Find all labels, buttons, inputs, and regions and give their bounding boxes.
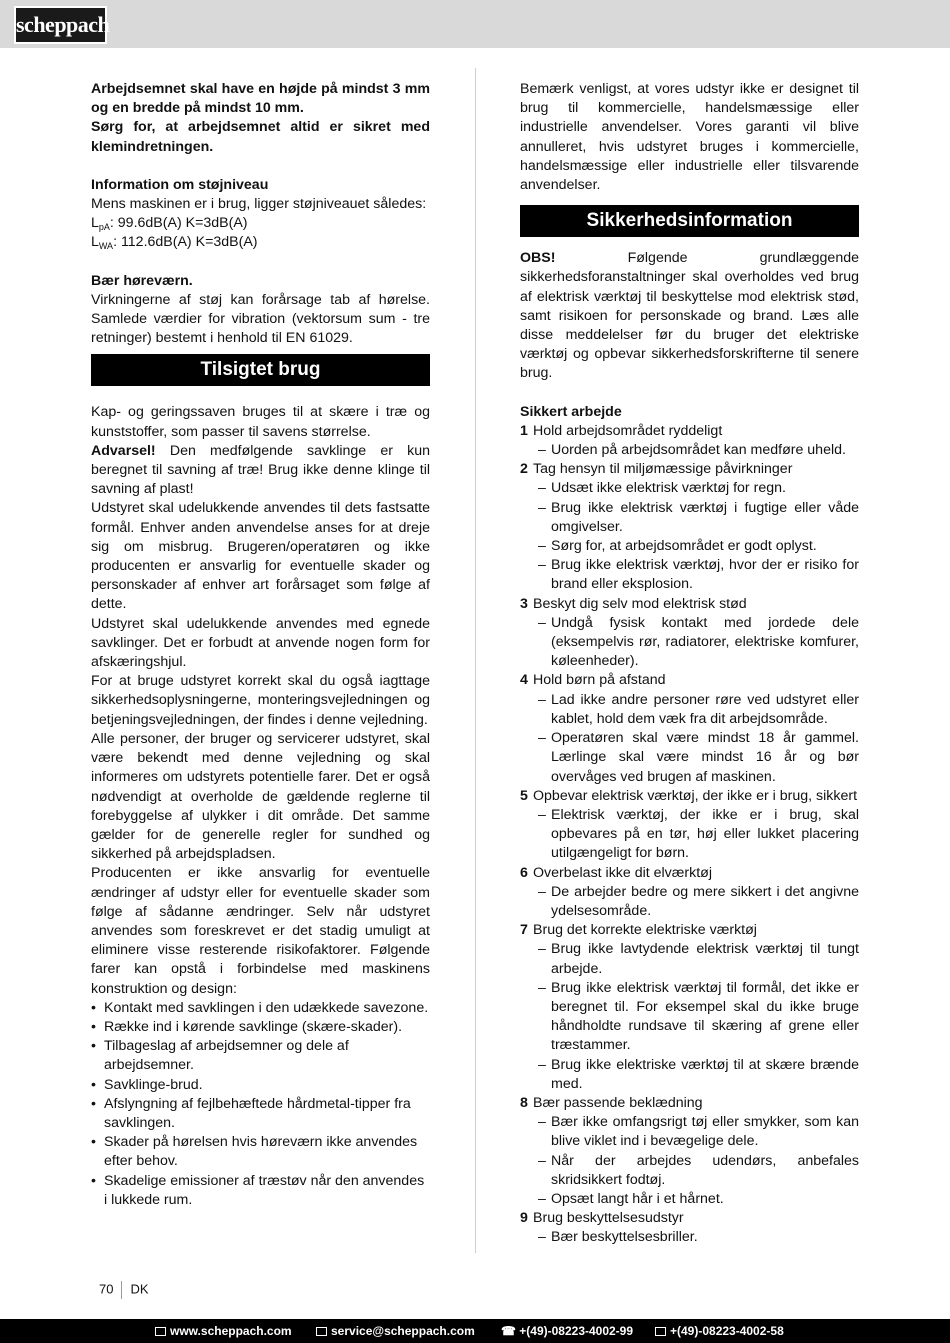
clamp-note: Sørg for, at arbejdsemnet altid er sikret med klemindretningen. xyxy=(91,119,430,155)
page-number: 70 xyxy=(99,1281,114,1297)
safety-subitem: – Bær ikke omfangsrigt tøj eller smykker, som kan blive viklet ind i bevægelige dele. xyxy=(538,1114,859,1150)
safety-subitem: – Brug ikke elektriske værktøj til at skære brænde med. xyxy=(538,1056,859,1092)
safe-work-title: Sikkert arbejde xyxy=(520,403,622,420)
safety-subitem: – Sørg for, at arbejdsområdet er godt oplyst. xyxy=(538,538,817,555)
safety-item: 9 Brug beskyttelsesudstyr xyxy=(520,1210,684,1227)
hazard-item: • Savklinge-brud. xyxy=(91,1076,203,1093)
obs-paragraph: OBS! Følgende grundlæggende sikkerhedsforanstaltninger skal overholdes ved brug af elektrisk værktøj til beskyttelse mod elektrisk stød, samt risikoen for personskade og brand. Læs alle disse meddelelser før du bruger det elektriske værktøj og opbevar sikkerhedsforskrifterne til senere brug. xyxy=(520,250,859,382)
safety-subitem: – De arbejder bedre og mere sikkert i det angivne ydelsesområde. xyxy=(538,883,859,919)
safety-item: 2 Tag hensyn til miljømæssige påvirkninger xyxy=(520,461,793,478)
safety-item: 6 Overbelast ikke dit elværktøj xyxy=(520,864,712,881)
intended-use-heading: Tilsigtet brug xyxy=(91,354,430,386)
safety-subitem: – Bær beskyttelsesbriller. xyxy=(538,1229,698,1246)
safety-subitem: – Brug ikke elektrisk værktøj til formål, det ikke er beregnet til. For eksempel skal du ikke bruge håndholdte rundsave til skæring af grene eller træstammer. xyxy=(538,979,859,1054)
fax-icon xyxy=(655,1327,666,1336)
safety-item: 5 Opbevar elektrisk værktøj, der ikke er i brug, sikkert xyxy=(520,787,858,804)
right-column xyxy=(520,80,859,1248)
hazard-item: • Skader på hørelsen hvis høreværn ikke anvendes efter behov. xyxy=(91,1134,418,1170)
safety-subitem: – Operatøren skal være mindst 18 år gammel. Lærlinge skal være mindst 16 år og bør overvåges ved brugen af maskinen. xyxy=(538,730,859,785)
safety-heading: Sikkerhedsinformation xyxy=(520,205,859,237)
ear-protection-text: Virkningerne af støj kan forårsage tab af hørelse. Samlede værdier for vibration (vektorsum sum - tre retninger) bestemt i henhold til EN 61029. xyxy=(91,291,430,347)
envelope-icon xyxy=(316,1327,327,1336)
lwa-line: $L_{WA}$: 112.6dB(A) K=3dB(A) xyxy=(91,234,258,252)
hazard-item: • Skadelige emissioner af træstøv når den anvendes i lukkede rum. xyxy=(91,1172,425,1208)
noise-title: Information om støjniveau xyxy=(91,176,269,193)
safety-subitem: – Opsæt langt hår i et hårnet. xyxy=(538,1190,724,1207)
phone-number: ☎ +(49)-08223-4002-99 xyxy=(501,1324,634,1338)
column-divider xyxy=(475,68,476,1253)
safety-subitem: – Elektrisk værktøj, der ikke er i brug, skal opbevares på en tør, høj eller lukket placering utilgængeligt for børn. xyxy=(538,806,859,862)
safety-item: 3 Beskyt dig selv mod elektrisk stød xyxy=(520,595,747,612)
safety-item: 4 Hold børn på afstand xyxy=(520,672,666,689)
hazard-item: • Tilbageslag af arbejdsemner og dele af arbejdsemner. xyxy=(91,1038,349,1074)
website-link[interactable]: www.scheppach.com xyxy=(155,1319,292,1343)
workpiece-size-note: Arbejdsemnet skal have en højde på mindst 3 mm og en bredde på mindst 10 mm. xyxy=(91,81,430,117)
use-paragraph: For at bruge udstyret korrekt skal du også iagttage sikkerhedsoplysningerne, monteringsvejledningen og betjeningsvejledningen, der findes i denne vejledning. xyxy=(91,673,430,728)
safety-item: 7 Brug det korrekte elektriske værktøj xyxy=(520,922,757,939)
safety-item: 1 Hold arbejdsområdet ryddeligt xyxy=(520,422,723,439)
header-bar xyxy=(0,0,950,48)
contact-bar xyxy=(0,1319,950,1343)
language-code: DK xyxy=(130,1281,149,1297)
hazard-item: • Række ind i kørende savklinge (skære-skader). xyxy=(91,1018,403,1035)
email-link[interactable]: service@scheppach.com xyxy=(316,1319,475,1343)
safety-subitem: – Når der arbejdes udendørs, anbefales skridsikkert fodtøj. xyxy=(538,1152,859,1188)
use-paragraph: Producenten er ikke ansvarlig for eventuelle ændringer af udstyr eller for eventuelle skader som følge af sådanne ændringer. Selv når udstyret anvendes som foreskrevet er det stadig umuligt at eliminere visse resterende risikofaktorer. Følgende farer kan opstå i forbindelse med maskinens konstruktion og design: xyxy=(91,865,430,997)
safety-subitem: – Udsæt ikke elektrisk værktøj for regn. xyxy=(538,480,786,497)
fax-number: +(49)-08223-4002-58 xyxy=(655,1319,784,1343)
hazard-item: • Afslyngning af fejlbehæftede hårdmetal-tipper fra savklingen. xyxy=(91,1095,411,1131)
safety-item: 8 Bær passende beklædning xyxy=(520,1094,703,1111)
safety-subitem: – Brug ikke elektrisk værktøj i fugtige eller våde omgivelser. xyxy=(538,499,859,535)
ear-protection-title: Bær høreværn. xyxy=(91,272,193,289)
phone-icon: ☎ xyxy=(501,1324,520,1338)
warning-paragraph: Advarsel! Den medfølgende savklinge er kun beregnet til savning af træ! Brug ikke denne klinge til savning af plast! xyxy=(91,442,430,498)
lpa-line: $L_{pA}$: 99.6dB(A) K=3dB(A) xyxy=(91,215,248,233)
hazard-item: • Kontakt med savklingen i den udækkede savezone. xyxy=(91,999,429,1016)
safety-subitem: – Lad ikke andre personer røre ved udstyret eller kablet, hold dem væk fra dit arbejdsområde. xyxy=(538,691,859,727)
use-paragraph: Kap- og geringssaven bruges til at skære i træ og kunststoffer, som passer til savens størrelse. xyxy=(91,404,430,440)
computer-icon xyxy=(155,1327,166,1336)
use-paragraph: Udstyret skal udelukkende anvendes til dets fastsatte formål. Enhver anden anvendelse anses for at dreje sig om misbrug. Brugeren/operatøren og ikke producenten er ansvarlig for eventuelle skader og personskader af enhver art forårsaget som følge af dette. xyxy=(91,500,430,613)
scheppach-logo: scheppach xyxy=(14,6,107,44)
left-column xyxy=(91,80,430,1210)
use-paragraph: Udstyret skal udelukkende anvendes med egnede savklinger. Det er forbudt at anvende nogen form for afskæringshjul. xyxy=(91,615,430,671)
safety-subitem: – Brug ikke elektrisk værktøj, hvor der er risiko for brand eller eksplosion. xyxy=(538,557,859,593)
noise-intro: Mens maskinen er i brug, ligger støjniveauet således: xyxy=(91,196,427,213)
use-paragraph: Alle personer, der bruger og servicerer udstyret, skal være bekendt med denne vejledning og skal informeres om udstyrets potentielle farer. Det er også nødvendigt at overholde de gældende reglerne til forebyggelse af ulykker i dit område. Det samme gælder for de generelle regler for sundhed og sikkerhed på arbejdspladsen. xyxy=(91,730,430,863)
safety-subitem: – Uorden på arbejdsområdet kan medføre uheld. xyxy=(538,442,846,459)
page-footer xyxy=(99,1281,149,1299)
commercial-use-note: Bemærk venligst, at vores udstyr ikke er designet til brug til kommercielle, handelsmæssige eller industrielle anvendelser. Vores garanti vil blive annulleret, hvis udstyret bruges i kommercielle, handelsmæssige eller industrielle eller tilsvarende anvendelser. xyxy=(520,81,859,194)
safety-subitem: – Undgå fysisk kontakt med jordede dele (eksempelvis rør, radiatorer, elektriske komfurer, køleenheder). xyxy=(538,614,859,670)
safety-subitem: – Brug ikke lavtydende elektrisk værktøj til tungt arbejde. xyxy=(538,941,859,977)
